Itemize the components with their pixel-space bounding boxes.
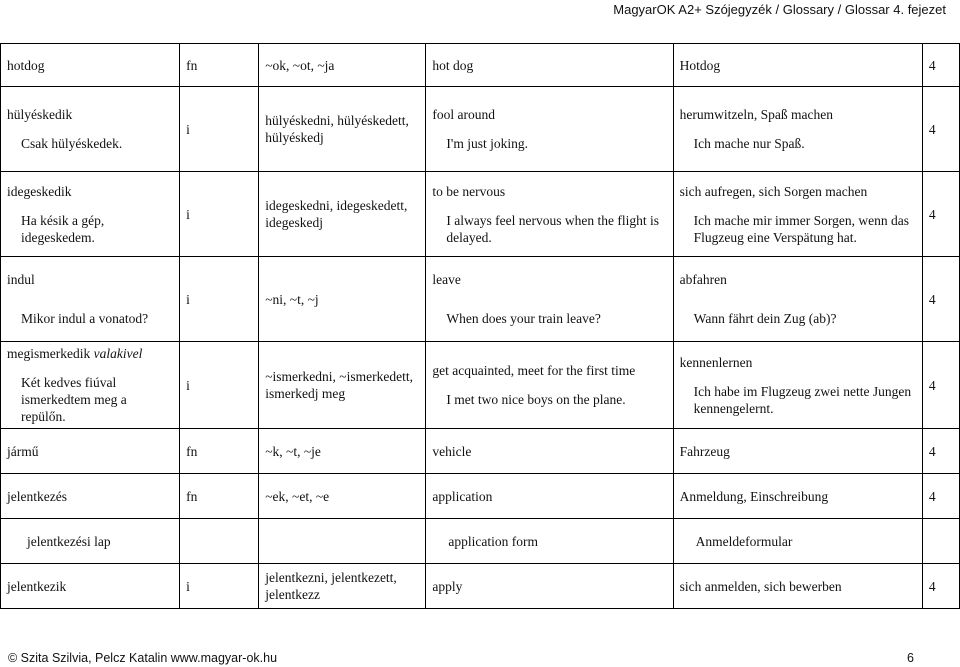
english-cell: apply <box>426 564 673 609</box>
chapter-cell: 4 <box>922 87 959 172</box>
english-cell <box>426 342 673 429</box>
part-of-speech-cell: i <box>180 172 259 257</box>
word-cell <box>1 172 180 257</box>
headword: hülyéskedik <box>7 107 73 122</box>
part-of-speech-cell: i <box>180 87 259 172</box>
word-cell <box>1 342 180 429</box>
part-of-speech-cell <box>180 519 259 564</box>
part-of-speech-cell: fn <box>180 429 259 474</box>
part-of-speech-cell: fn <box>180 474 259 519</box>
headword: indul <box>7 272 35 287</box>
forms-cell: ~ok, ~ot, ~ja <box>259 44 426 87</box>
german-example: Ich mache mir immer Sorgen, wenn das Flugzeug eine Verspätung hat. <box>693 212 909 245</box>
table-row <box>1 519 960 564</box>
german-cell <box>673 342 922 429</box>
part-of-speech-cell: i <box>180 257 259 342</box>
headword <box>7 345 173 362</box>
english-cell <box>426 257 673 342</box>
table-row <box>1 87 960 172</box>
example-sentence: Ha késik a gép, idegeskedem. <box>21 212 105 245</box>
chapter-cell: 4 <box>922 44 959 87</box>
part-of-speech-cell: fn <box>180 44 259 87</box>
forms-cell: jelentkezni, jelentkezett, jelentkezz <box>259 564 426 609</box>
german-cell: Hotdog <box>673 44 922 87</box>
forms-cell: hülyéskedni, hülyéskedett, hülyéskedj <box>259 87 426 172</box>
example-sentence: Mikor indul a vonatod? <box>21 311 149 326</box>
german-meaning: herumwitzeln, Spaß machen <box>679 107 833 122</box>
english-meaning: get acquainted, meet for the first time <box>432 363 636 378</box>
page-footer <box>8 651 914 667</box>
page-header-title: MagyarOK A2+ Szójegyzék / Glossary / Glossar 4. fejezet <box>613 2 946 17</box>
headword-complement: valakivel <box>93 346 143 361</box>
forms-cell: idegeskedni, idegeskedett, idegeskedj <box>259 172 426 257</box>
example-sentence: Két kedves fiúval ismerkedtem meg a repülőn. <box>21 375 127 424</box>
chapter-cell: 4 <box>922 257 959 342</box>
table-row <box>1 474 960 519</box>
chapter-cell: 4 <box>922 474 959 519</box>
chapter-cell: 4 <box>922 172 959 257</box>
english-meaning: to be nervous <box>432 183 506 199</box>
english-meaning: fool around <box>432 107 496 122</box>
page-number: 6 <box>907 651 914 665</box>
german-example: Wann fährt dein Zug (ab)? <box>693 311 837 326</box>
english-example: I'm just joking. <box>446 136 528 151</box>
word-cell <box>1 87 180 172</box>
german-example: Ich habe im Flugzeug zwei nette Jungen kennengelernt. <box>693 383 912 416</box>
english-example: I always feel nervous when the flight is delayed. <box>446 212 659 245</box>
footer-credit: © Szita Szilvia, Pelcz Katalin www.magyar-ok.hu <box>8 651 278 665</box>
forms-cell <box>259 519 426 564</box>
german-cell <box>673 87 922 172</box>
word-cell: jelentkezési lap <box>1 519 180 564</box>
part-of-speech-cell: i <box>180 564 259 609</box>
english-cell: hot dog <box>426 44 673 87</box>
german-cell: sich anmelden, sich bewerben <box>673 564 922 609</box>
english-cell: application <box>426 474 673 519</box>
german-cell: Fahrzeug <box>673 429 922 474</box>
headword: idegeskedik <box>7 183 72 199</box>
german-cell: Anmeldung, Einschreibung <box>673 474 922 519</box>
word-cell: hotdog <box>1 44 180 87</box>
word-cell: jármű <box>1 429 180 474</box>
german-cell <box>673 172 922 257</box>
table-row <box>1 44 960 87</box>
forms-cell: ~ek, ~et, ~e <box>259 474 426 519</box>
part-of-speech-cell: i <box>180 342 259 429</box>
chapter-cell: 4 <box>922 429 959 474</box>
table-row <box>1 257 960 342</box>
table-row <box>1 564 960 609</box>
german-cell <box>673 257 922 342</box>
english-cell <box>426 87 673 172</box>
german-meaning: abfahren <box>679 272 727 287</box>
german-cell: Anmeldeformular <box>673 519 922 564</box>
english-cell: application form <box>426 519 673 564</box>
headword-text: megismerkedik <box>7 346 91 361</box>
table-row <box>1 172 960 257</box>
word-cell <box>1 257 180 342</box>
word-cell: jelentkezés <box>1 474 180 519</box>
chapter-cell: 4 <box>922 564 959 609</box>
english-meaning: leave <box>432 272 461 287</box>
forms-cell: ~ismerkedni, ~ismerkedett, ismerkedj meg <box>259 342 426 429</box>
glossary-table <box>0 43 960 609</box>
forms-cell: ~k, ~t, ~je <box>259 429 426 474</box>
chapter-cell <box>922 519 959 564</box>
word-cell: jelentkezik <box>1 564 180 609</box>
example-sentence: Csak hülyéskedek. <box>21 136 123 151</box>
german-example: Ich mache nur Spaß. <box>693 136 805 151</box>
english-example: I met two nice boys on the plane. <box>446 392 626 407</box>
german-meaning: kennenlernen <box>679 354 753 370</box>
english-cell <box>426 172 673 257</box>
chapter-cell: 4 <box>922 342 959 429</box>
table-row <box>1 342 960 429</box>
german-meaning: sich aufregen, sich Sorgen machen <box>679 183 868 199</box>
forms-cell: ~ni, ~t, ~j <box>259 257 426 342</box>
english-example: When does your train leave? <box>446 311 601 326</box>
english-cell: vehicle <box>426 429 673 474</box>
table-row <box>1 429 960 474</box>
